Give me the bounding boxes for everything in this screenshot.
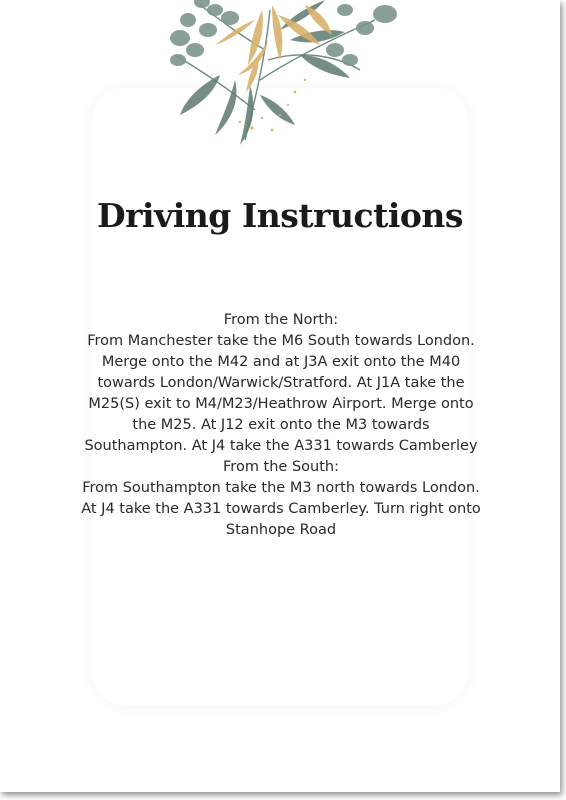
botanical-leaf-decoration (160, 0, 410, 150)
section-heading-north: From the North: (223, 312, 339, 328)
section-text-north: From Manchester take the M6 South towards London. Merge onto the M42 and at J3A exit onto the M40 towards London/Warwick/Stratford. At J1A take the M25(S) exit to M4/M23/Heathrow Airport. Merge onto the M25. At J12 exit onto the M3 towards Southampton. At J4 take the A331 towards Camberley (84, 333, 478, 454)
directions-body (80, 310, 482, 541)
section-heading-south: From the South: (223, 459, 339, 475)
page-title: Driving Instructions (97, 196, 463, 235)
section-text-south: From Southampton take the M3 north towards London. At J4 take the A331 towards Camberley. Turn right onto Stanhope Road (81, 480, 481, 538)
